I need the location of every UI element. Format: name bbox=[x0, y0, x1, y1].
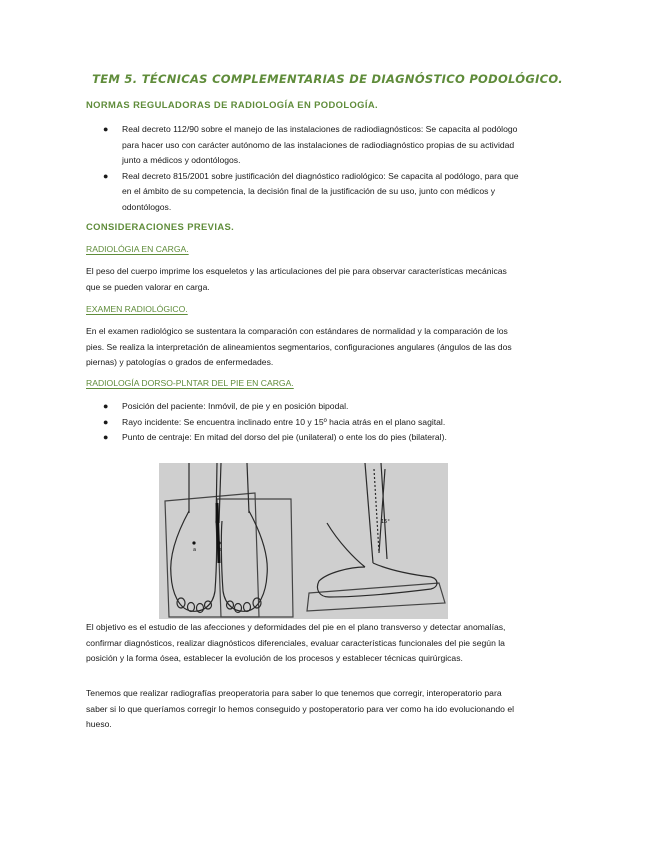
foot-radiography-figure bbox=[159, 463, 448, 619]
section-heading-consideraciones: CONSIDERACIONES PREVIAS. bbox=[86, 221, 235, 232]
bullet-icon: ● bbox=[103, 170, 109, 181]
list-item: ● Real decreto 815/2001 sobre justificación del diagnóstico radiológico: Se capacita al podólogo, para que en el ámbito de su competencia, la decisión final de la justificación de su uso, junto con médicos y odontólogos. bbox=[103, 170, 519, 212]
figure-label-b: b bbox=[218, 547, 222, 553]
bullet-icon: ● bbox=[103, 432, 109, 442]
document-title: TEM 5. TÉCNICAS COMPLEMENTARIAS DE DIAGNÓSTICO PODOLÓGICO. bbox=[92, 72, 563, 86]
paragraph-radiologia-carga: El peso del cuerpo imprime los esqueletos y las articulaciones del pie para observar características mecánicas que se pueden valorar en carga. bbox=[86, 266, 507, 292]
bullet-icon: ● bbox=[103, 416, 109, 427]
section-heading-normas: NORMAS REGULADORAS DE RADIOLOGÍA EN PODOLOGÍA. bbox=[86, 99, 379, 110]
figure-angle-label: 15° bbox=[381, 519, 390, 525]
list-item: ● Posición del paciente: Inmóvil, de pie y en posición bipodal. bbox=[86, 399, 526, 415]
list-item: ● Punto de centraje: En mitad del dorso del pie (unilateral) o ente los do pies (bilateral). bbox=[86, 430, 526, 446]
figure-label-a: a bbox=[193, 547, 197, 553]
marker-a-dot bbox=[192, 541, 195, 544]
foot-illustration bbox=[159, 463, 448, 619]
list-item: ● Rayo incidente: Se encuentra inclinado entre 10 y 15º hacia atrás en el plano sagital. bbox=[86, 415, 526, 431]
paragraph-examen: En el examen radiológico se sustentara la comparación con estándares de normalidad y la comparación de los pies. Se realiza la interpretación de alineamientos segmentarios, configuraciones angulares (ángulos de las dos piernas) y patologías o grados de enfermedades. bbox=[86, 326, 512, 367]
bullet-icon: ● bbox=[103, 124, 109, 134]
dorso-plantar-list bbox=[86, 399, 526, 446]
paragraph-objective: El objetivo es el estudio de las afecciones y deformidades del pie en el plano transverso y detectar anomalías, confirmar diagnósticos, realizar diagnósticos diferenciales, evaluar características funcionales del pie según la posición y la forma ósea, establecer la evolución de los procesos y establecer técnicas quirúrgicas. bbox=[86, 622, 506, 663]
normas-list bbox=[86, 122, 526, 215]
list-item: ● Real decreto 112/90 sobre el manejo de las instalaciones de radiodiagnósticos: Se capacita al podólogo para hacer uso con carácter autónomo de las instalaciones de radiodiagnóstico propias de su actividad junto a médicos y odontólogos. bbox=[103, 124, 518, 165]
section-heading-examen: EXAMEN RADIOLÓGICO. bbox=[86, 304, 188, 314]
marker-b-dot bbox=[217, 541, 220, 544]
bullet-icon: ● bbox=[103, 401, 109, 411]
paragraph-final: Tenemos que realizar radiografías preoperatoria para saber lo que tenemos que corregir, interoperatorio para saber si lo que queríamos corregir lo hemos conseguido y postoperatorio para ver como ha ido evolucionando el hueso. bbox=[86, 688, 515, 729]
section-heading-dorso-plantar: RADIOLOGÍA DORSO-PLNTAR DEL PIE EN CARGA. bbox=[86, 378, 294, 388]
section-heading-radiologia-carga: RADIOLÓGIA EN CARGA. bbox=[86, 244, 189, 254]
